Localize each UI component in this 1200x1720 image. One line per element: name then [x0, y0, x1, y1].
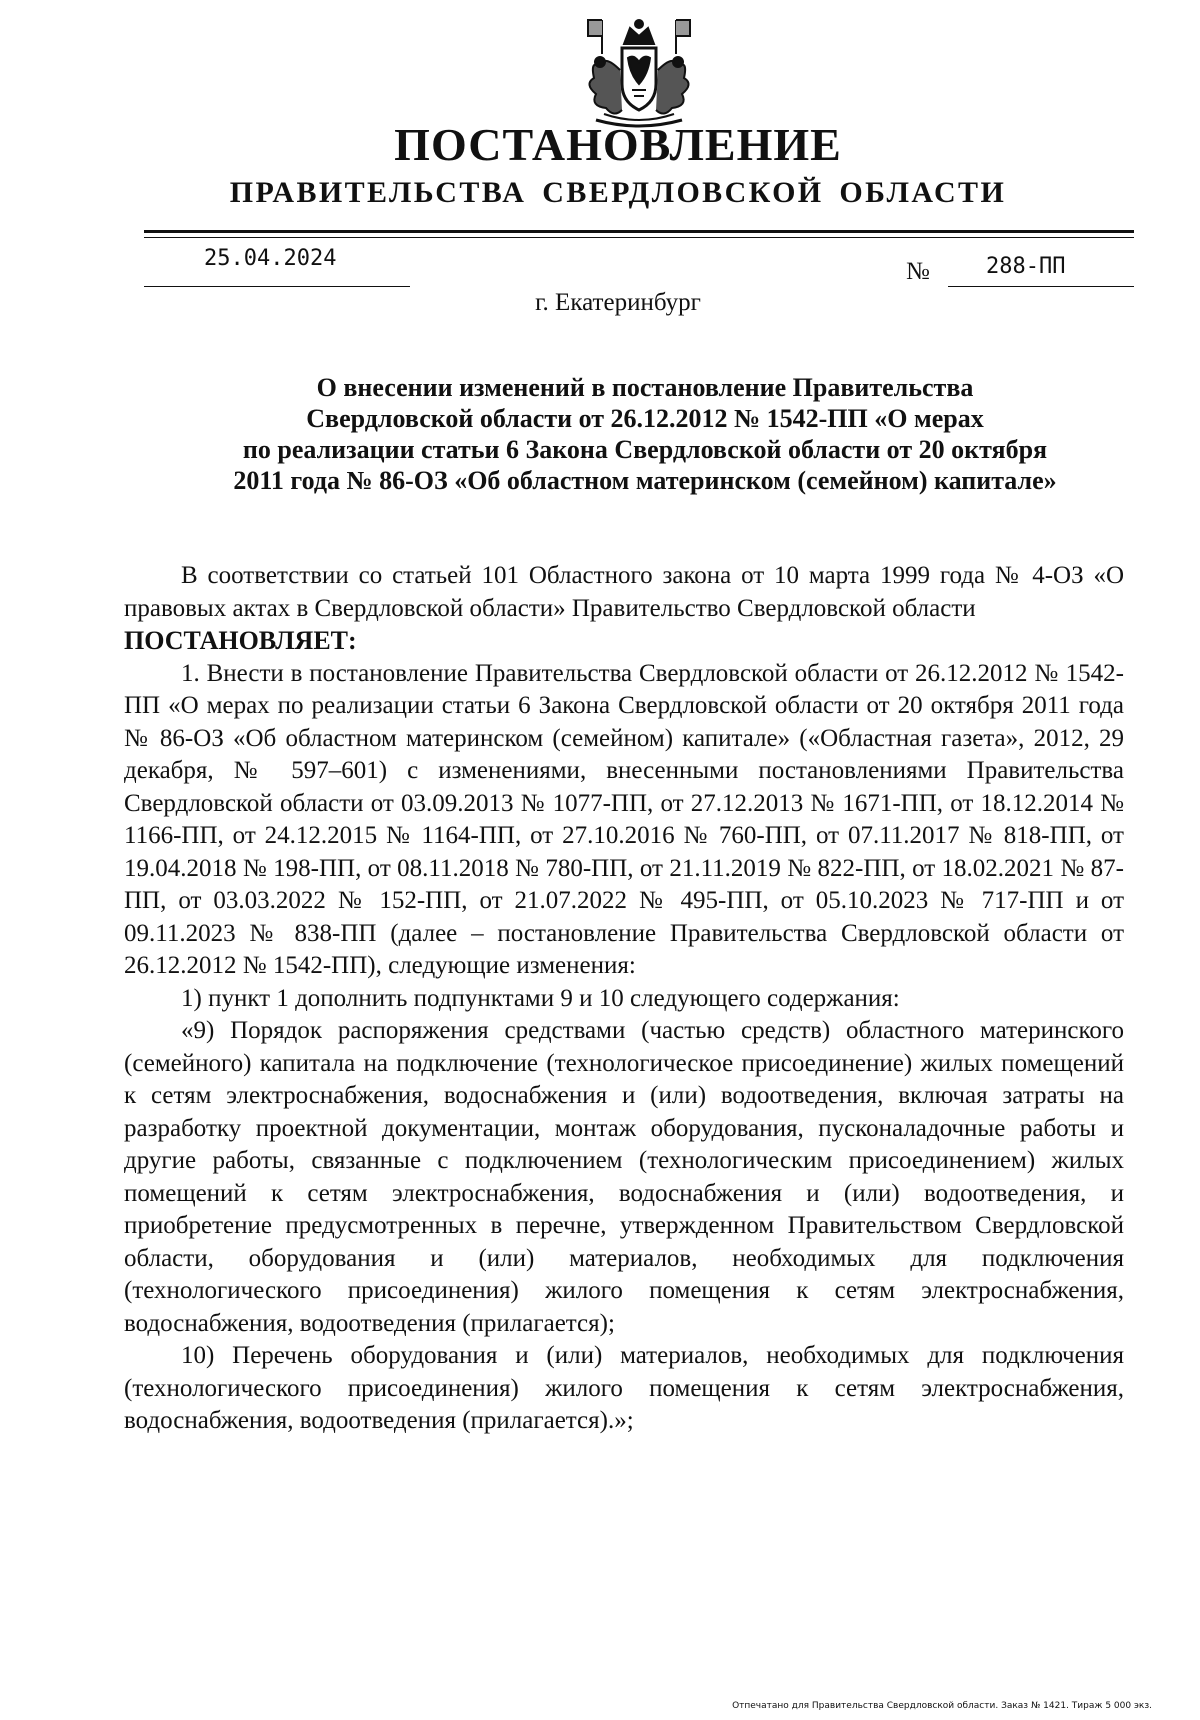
resolves-heading: ПОСТАНОВЛЯЕТ: [124, 626, 357, 655]
document-type-heading: ПОСТАНОВЛЕНИЕ [394, 119, 842, 170]
print-imprint-footer: Отпечатано для Правительства Свердловской области. Заказ № 1421. Тираж 5 000 экз. [732, 1701, 1152, 1711]
subpoint-10-paragraph: 10) Перечень оборудования и (или) материалов, необходимых для подключения (технологического присоединения) жилого помещения к сетям электроснабжения, водоснабжения, водоотведения (прилагается).»; [124, 1342, 1124, 1434]
document-date-field [144, 246, 410, 287]
subpoint-9-paragraph: «9) Порядок распоряжения средствами (частью средств) областного материнского (семейного) капитала на подключение (технологическое присоединение) жилых помещений к сетям электроснабжения, водоснабжения и (или) водоотведения, включая затраты на разработку проектной документации, монтаж оборудования, пусконаладочные работы и другие работы, связанные с подключением (технологическим присоединением) жилых помещений к сетям электроснабжения, водоснабжения и (или) водоотведения, и приобретение предусмотренных в перечне, утвержденном Правительством Свердловской области, оборудования и (или) материалов, необходимых для подключения (технологического присоединения) жилого помещения к сетям электроснабжения, водоснабжения, водоотведения (прилагается); [124, 1017, 1124, 1337]
title-line: по реализации статьи 6 Закона Свердловской области от 20 октября [242, 435, 1048, 464]
header-rule-thick [144, 230, 1134, 233]
preamble-paragraph: В соответствии со статьей 101 Областного закона от 10 марта 1999 года № 4-ОЗ «О правовых актах в Свердловской области» Правительство Свердловской области [124, 562, 1124, 622]
coat-of-arms-emblem [574, 14, 704, 132]
issuer-heading: ПРАВИТЕЛЬСТВА СВЕРДЛОВСКОЙ ОБЛАСТИ [229, 176, 1007, 209]
item-1-paragraph: 1. Внести в постановление Правительства Свердловской области от 26.12.2012 № 1542-ПП «О мерах по реализации статьи 6 Закона Свердловской области от 20 октября 2011 года № 86-ОЗ «Об областном материнском (семейном) капитале» («Областная газета», 2012, 29 декабря, № 597–601) с изменениями, внесенными постановлениями Правительства Свердловской области от 03.09.2013 № 1077-ПП, от 27.12.2013 № 1671-ПП, от 18.12.2014 № 1166-ПП, от 24.12.2015 № 1164-ПП, от 27.10.2016 № 760-ПП, от 07.11.2017 № 818-ПП, от 19.04.2018 № 198-ПП, от 08.11.2018 № 780-ПП, от 21.11.2019 № 822-ПП, от 18.02.2021 № 87-ПП, от 03.03.2022 № 152-ПП, от 21.07.2022 № 495-ПП, от 05.10.2023 № 717-ПП и от 09.11.2023 № 838-ПП (далее – постановление Правительства Свердловской области от 26.12.2012 № 1542-ПП), следующие изменения: [124, 659, 1124, 979]
document-number-field [906, 256, 1134, 288]
title-line: О внесении изменений в постановление Правительства [316, 373, 974, 402]
document-body [124, 560, 1124, 1438]
document-number: 288-ПП [986, 254, 1066, 279]
issue-city: г. Екатеринбург [535, 289, 701, 316]
header-rule-thin [144, 237, 1134, 238]
number-sign: № [906, 258, 930, 285]
document-date: 25.04.2024 [204, 246, 337, 271]
title-line: Свердловской области от 26.12.2012 № 1542-ПП «О мерах [306, 404, 984, 433]
number-underline [948, 256, 1134, 287]
title-line: 2011 года № 86-ОЗ «Об областном материнском (семейном) капитале» [233, 466, 1057, 495]
document-title [150, 372, 1140, 496]
subitem-1-paragraph: 1) пункт 1 дополнить подпунктами 9 и 10 следующего содержания: [181, 984, 900, 1012]
